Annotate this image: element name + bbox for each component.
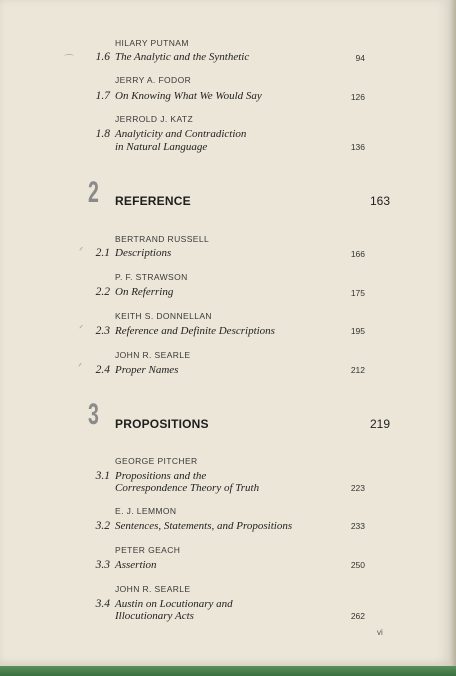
entry-number: 1.6 [95, 51, 110, 63]
entry-page: 136 [350, 142, 365, 152]
entry-number: 3.1 [95, 470, 110, 482]
entry-title-line: Propositions and the [115, 470, 207, 482]
entry-number: 2.1 [95, 247, 110, 259]
book-cover-edge [0, 666, 456, 676]
entry-page: 262 [350, 611, 365, 621]
entry-page: 166 [350, 249, 365, 259]
entry-page: 175 [350, 288, 365, 298]
entry-title-line: in Natural Language [115, 141, 208, 153]
section-number: 3 [88, 398, 99, 431]
entry-page: 212 [350, 365, 365, 375]
entry-title-line: Analyticity and Contradiction [115, 128, 247, 140]
entry-author: KEITH S. DONNELLAN [115, 311, 212, 321]
entry-title: Descriptions [115, 247, 172, 259]
entry-page: 126 [350, 92, 365, 102]
entry-number: 2.3 [95, 325, 110, 337]
page-edge [450, 0, 456, 676]
entry-title: Sentences, Statements, and Propositions [115, 520, 293, 532]
entry-author: P. F. STRAWSON [115, 272, 188, 282]
section-title: PROPOSITIONS [115, 417, 209, 431]
entry-page: 223 [350, 483, 365, 493]
entry-page: 250 [350, 560, 365, 570]
entry-author: JOHN R. SEARLE [115, 350, 191, 360]
pencil-mark: ᐟ [78, 362, 83, 373]
entry-title-line: Correspondence Theory of Truth [115, 482, 260, 494]
entry-author: PETER GEACH [115, 545, 181, 555]
entry-author: JERRY A. FODOR [115, 75, 192, 85]
entry-title-line: Illocutionary Acts [115, 610, 194, 622]
entry-title: Reference and Definite Descriptions [115, 325, 275, 337]
entry-number: 2.2 [95, 286, 110, 298]
entry-number: 1.7 [95, 90, 110, 102]
entry-number: 3.2 [95, 520, 110, 532]
entry-author: JOHN R. SEARLE [115, 584, 191, 594]
section-page: 163 [369, 194, 390, 208]
entry-title: The Analytic and the Synthetic [115, 51, 250, 63]
entry-number: 1.8 [95, 128, 110, 140]
entry-title: Assertion [115, 559, 157, 571]
pencil-mark: ᐟ [79, 324, 84, 335]
entry-number: 3.3 [95, 559, 110, 571]
section-page: 219 [369, 417, 390, 431]
entry-title: On Knowing What We Would Say [115, 90, 262, 102]
entry-page: 94 [355, 53, 365, 63]
entry-author: JERROLD J. KATZ [115, 114, 194, 124]
entry-page: 195 [350, 326, 365, 336]
page-number: vi [377, 628, 383, 637]
entry-author: E. J. LEMMON [115, 506, 177, 516]
section-number: 2 [88, 176, 99, 209]
entry-author: HILARY PUTNAM [115, 38, 189, 48]
pencil-mark: ⌒ [64, 55, 74, 66]
section-title: REFERENCE [115, 194, 191, 208]
entry-title: On Referring [115, 286, 174, 298]
entry-page: 233 [350, 521, 365, 531]
entry-title-line: Austin on Locutionary and [115, 598, 233, 610]
entry-number: 3.4 [95, 598, 110, 610]
entry-author: GEORGE PITCHER [115, 456, 198, 466]
entry-title: Proper Names [115, 364, 179, 376]
pencil-mark: ᐟ [79, 246, 84, 257]
entry-author: BERTRAND RUSSELL [115, 234, 210, 244]
entry-number: 2.4 [95, 364, 110, 376]
